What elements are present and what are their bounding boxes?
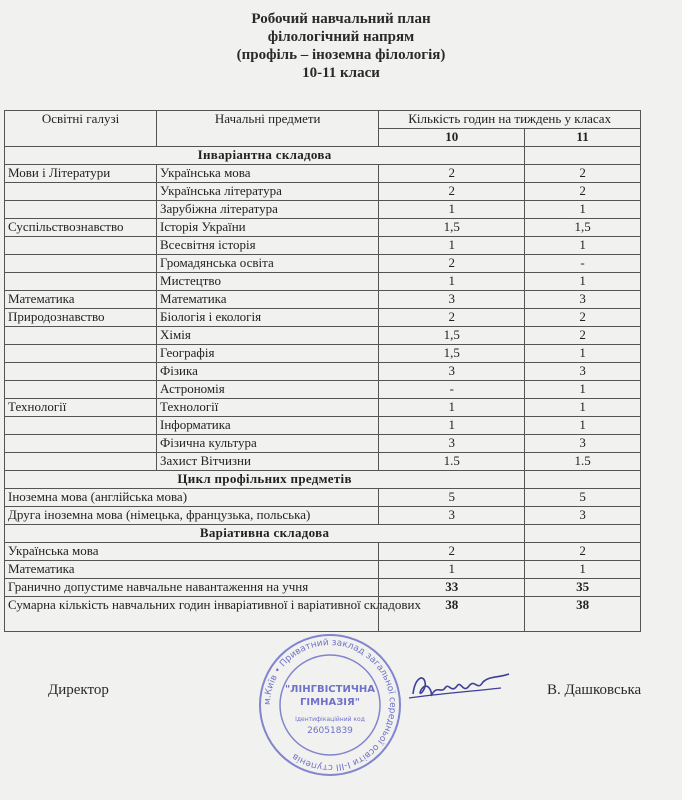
grade-10-cell: 2 bbox=[379, 255, 525, 273]
subject-cell: Друга іноземна мова (німецька, французька, польська) bbox=[5, 507, 379, 525]
section-variative bbox=[5, 525, 641, 543]
grade-10-cell: 2 bbox=[379, 183, 525, 201]
subject-cell: Захист Вітчизни bbox=[157, 453, 379, 471]
area-cell bbox=[5, 453, 157, 471]
table-row bbox=[5, 291, 641, 309]
grade-11-cell: 3 bbox=[525, 363, 641, 381]
header-subjects: Начальні предмети bbox=[157, 111, 379, 147]
table-row bbox=[5, 183, 641, 201]
stamp-name-line-1: "ЛІНГВІСТИЧНА bbox=[284, 684, 376, 695]
subject-cell: Астрономія bbox=[157, 381, 379, 399]
grade-11-cell: - bbox=[525, 255, 641, 273]
section-invariant bbox=[5, 147, 641, 165]
max-load-label: Гранично допустиме навчальне навантаження на учня bbox=[5, 579, 379, 597]
area-cell bbox=[5, 237, 157, 255]
table-row bbox=[5, 507, 641, 525]
stamp-code: 26051839 bbox=[307, 726, 353, 736]
curriculum-table bbox=[4, 110, 641, 632]
table-row bbox=[5, 363, 641, 381]
section-variative-empty bbox=[525, 525, 641, 543]
area-cell: Природознавство bbox=[5, 309, 157, 327]
grade-10-cell: 3 bbox=[379, 435, 525, 453]
grade-10-cell: 1 bbox=[379, 399, 525, 417]
table-row bbox=[5, 165, 641, 183]
table-row bbox=[5, 219, 641, 237]
area-cell: Мови і Літератури bbox=[5, 165, 157, 183]
subject-cell: Всесвітня історія bbox=[157, 237, 379, 255]
area-cell: Технології bbox=[5, 399, 157, 417]
subject-cell: Громадянська освіта bbox=[157, 255, 379, 273]
grade-11-cell: 3 bbox=[525, 507, 641, 525]
stamp-name-line-2: ГІМНАЗІЯ" bbox=[300, 697, 360, 708]
subject-cell: Інформатика bbox=[157, 417, 379, 435]
grade-10-cell: 1 bbox=[379, 273, 525, 291]
area-cell bbox=[5, 183, 157, 201]
grade-10-cell: 3 bbox=[379, 507, 525, 525]
grade-11-cell: 3 bbox=[525, 435, 641, 453]
grade-11-cell: 1 bbox=[525, 561, 641, 579]
table-row bbox=[5, 309, 641, 327]
table-row bbox=[5, 273, 641, 291]
area-cell bbox=[5, 363, 157, 381]
grade-10-cell: 5 bbox=[379, 489, 525, 507]
table-row bbox=[5, 543, 641, 561]
grade-11-cell: 1,5 bbox=[525, 219, 641, 237]
subject-cell: Фізична культура bbox=[157, 435, 379, 453]
grade-11-cell: 1 bbox=[525, 417, 641, 435]
subject-cell: Географія bbox=[157, 345, 379, 363]
header-grade-11: 11 bbox=[525, 129, 641, 147]
grade-11-cell: 1 bbox=[525, 345, 641, 363]
table-row bbox=[5, 327, 641, 345]
table-row bbox=[5, 561, 641, 579]
stamp-ring-text: м.Київ • Приватний заклад загальної середньої освіти І-ІІІ ступенів bbox=[262, 637, 398, 773]
director-name: В. Дашковська bbox=[547, 682, 642, 698]
grade-11-cell: 2 bbox=[525, 543, 641, 561]
subject-cell: Українська мова bbox=[5, 543, 379, 561]
header-row bbox=[5, 111, 641, 129]
director-label: Директор bbox=[48, 682, 109, 698]
table-row bbox=[5, 489, 641, 507]
total-grade-11: 38 bbox=[525, 597, 641, 632]
section-profile-label: Цикл профільних предметів bbox=[5, 471, 525, 489]
grade-10-cell: 2 bbox=[379, 309, 525, 327]
subject-cell: Зарубіжна література bbox=[157, 201, 379, 219]
section-profile bbox=[5, 471, 641, 489]
max-load-grade-10: 33 bbox=[379, 579, 525, 597]
grade-11-cell: 1 bbox=[525, 399, 641, 417]
subject-cell: Фізика bbox=[157, 363, 379, 381]
table-row bbox=[5, 237, 641, 255]
table-row bbox=[5, 255, 641, 273]
table-row bbox=[5, 435, 641, 453]
subject-cell: Біологія і екологія bbox=[157, 309, 379, 327]
grade-10-cell: 1 bbox=[379, 237, 525, 255]
table-row bbox=[5, 453, 641, 471]
area-cell bbox=[5, 345, 157, 363]
grade-11-cell: 1 bbox=[525, 237, 641, 255]
table-row bbox=[5, 417, 641, 435]
grade-11-cell: 2 bbox=[525, 183, 641, 201]
header-areas: Освітні галузі bbox=[5, 111, 157, 147]
area-cell bbox=[5, 381, 157, 399]
grade-10-cell: 1 bbox=[379, 417, 525, 435]
grade-11-cell: 2 bbox=[525, 309, 641, 327]
grade-11-cell: 2 bbox=[525, 165, 641, 183]
school-stamp bbox=[255, 630, 405, 780]
grade-10-cell: 3 bbox=[379, 291, 525, 309]
total-row bbox=[5, 597, 641, 632]
section-variative-label: Варіативна складова bbox=[5, 525, 525, 543]
grade-10-cell: 1 bbox=[379, 561, 525, 579]
table-row bbox=[5, 345, 641, 363]
grade-10-cell: - bbox=[379, 381, 525, 399]
grade-10-cell: 1,5 bbox=[379, 327, 525, 345]
subject-cell: Іноземна мова (англійська мова) bbox=[5, 489, 379, 507]
area-cell bbox=[5, 255, 157, 273]
grade-10-cell: 2 bbox=[379, 543, 525, 561]
total-grade-10: 38 bbox=[379, 597, 525, 632]
grade-11-cell: 1.5 bbox=[525, 453, 641, 471]
subject-cell: Українська література bbox=[157, 183, 379, 201]
grade-11-cell: 5 bbox=[525, 489, 641, 507]
grade-11-cell: 3 bbox=[525, 291, 641, 309]
grade-11-cell: 2 bbox=[525, 327, 641, 345]
grade-10-cell: 1,5 bbox=[379, 219, 525, 237]
section-invariant-empty bbox=[525, 147, 641, 165]
max-load-row bbox=[5, 579, 641, 597]
subject-cell: Мистецтво bbox=[157, 273, 379, 291]
director-signature bbox=[405, 668, 515, 708]
area-cell bbox=[5, 327, 157, 345]
subject-cell: Історія України bbox=[157, 219, 379, 237]
area-cell bbox=[5, 201, 157, 219]
grade-11-cell: 1 bbox=[525, 273, 641, 291]
grade-10-cell: 1,5 bbox=[379, 345, 525, 363]
document-title bbox=[0, 10, 682, 82]
subject-cell: Українська мова bbox=[157, 165, 379, 183]
area-cell bbox=[5, 435, 157, 453]
subject-cell: Хімія bbox=[157, 327, 379, 345]
table-row bbox=[5, 399, 641, 417]
area-cell: Суспільствознавство bbox=[5, 219, 157, 237]
total-label: Сумарна кількість навчальних годин інваріативної і варіативної складових bbox=[5, 597, 379, 632]
subject-cell: Математика bbox=[5, 561, 379, 579]
grade-11-cell: 1 bbox=[525, 201, 641, 219]
max-load-grade-11: 35 bbox=[525, 579, 641, 597]
stamp-code-label: Ідентифікаційний код bbox=[295, 716, 365, 723]
area-cell bbox=[5, 417, 157, 435]
table-row bbox=[5, 201, 641, 219]
table-row bbox=[5, 381, 641, 399]
header-hours: Кількість годин на тиждень у класах bbox=[379, 111, 641, 129]
section-profile-empty bbox=[525, 471, 641, 489]
grade-10-cell: 1.5 bbox=[379, 453, 525, 471]
grade-10-cell: 3 bbox=[379, 363, 525, 381]
area-cell: Математика bbox=[5, 291, 157, 309]
grade-10-cell: 1 bbox=[379, 201, 525, 219]
grade-11-cell: 1 bbox=[525, 381, 641, 399]
section-invariant-label: Інваріантна складова bbox=[5, 147, 525, 165]
title-line-2: філологічний напрям bbox=[267, 29, 415, 45]
title-line-4: 10-11 класи bbox=[302, 65, 380, 81]
title-line-1: Робочий навчальний план bbox=[251, 11, 431, 27]
grade-10-cell: 2 bbox=[379, 165, 525, 183]
subject-cell: Технології bbox=[157, 399, 379, 417]
subject-cell: Математика bbox=[157, 291, 379, 309]
area-cell bbox=[5, 273, 157, 291]
header-grade-10: 10 bbox=[379, 129, 525, 147]
title-line-3: (профіль – іноземна філологія) bbox=[236, 47, 446, 63]
